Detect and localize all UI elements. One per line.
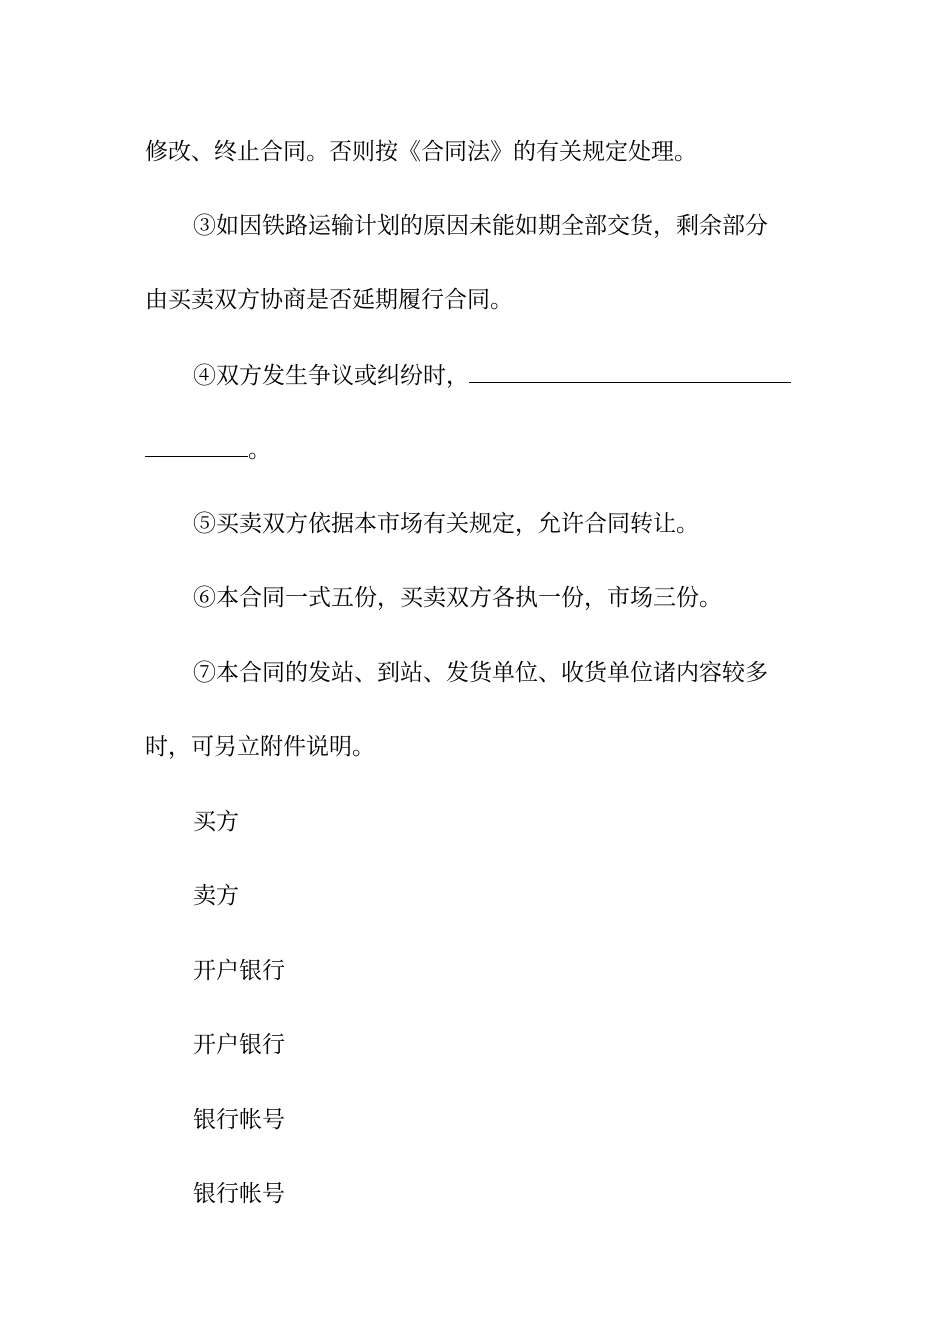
dispute-blank-field[interactable] bbox=[469, 360, 791, 383]
clause-4-text: ④双方发生争议或纠纷时， bbox=[193, 363, 469, 389]
clause-4-line-2 bbox=[145, 434, 271, 465]
clause-4-end: 。 bbox=[248, 437, 271, 463]
buyer-account-label: 银行帐号 bbox=[193, 1107, 285, 1133]
buyer-bank-label: 开户银行 bbox=[193, 958, 285, 984]
seller-account-label: 银行帐号 bbox=[193, 1181, 285, 1207]
clause-7-line-2: 时，可另立附件说明。 bbox=[145, 734, 375, 760]
seller-label: 卖方 bbox=[193, 883, 239, 909]
clause-3-line-1: ③如因铁路运输计划的原因未能如期全部交货，剩余部分 bbox=[193, 213, 768, 239]
dispute-blank-field-continued[interactable] bbox=[145, 434, 248, 457]
seller-bank-label: 开户银行 bbox=[193, 1032, 285, 1058]
clause-3-line-2: 由买卖双方协商是否延期履行合同。 bbox=[145, 287, 513, 313]
clause-7-line-1: ⑦本合同的发站、到站、发货单位、收货单位诸内容较多 bbox=[193, 660, 768, 686]
paragraph-termination: 修改、终止合同。否则按《合同法》的有关规定处理。 bbox=[145, 139, 697, 165]
buyer-label: 买方 bbox=[193, 809, 239, 835]
clause-6: ⑥本合同一式五份，买卖双方各执一份，市场三份。 bbox=[193, 585, 722, 611]
clause-5: ⑤买卖双方依据本市场有关规定，允许合同转让。 bbox=[193, 511, 699, 537]
clause-4-line-1 bbox=[193, 360, 791, 391]
